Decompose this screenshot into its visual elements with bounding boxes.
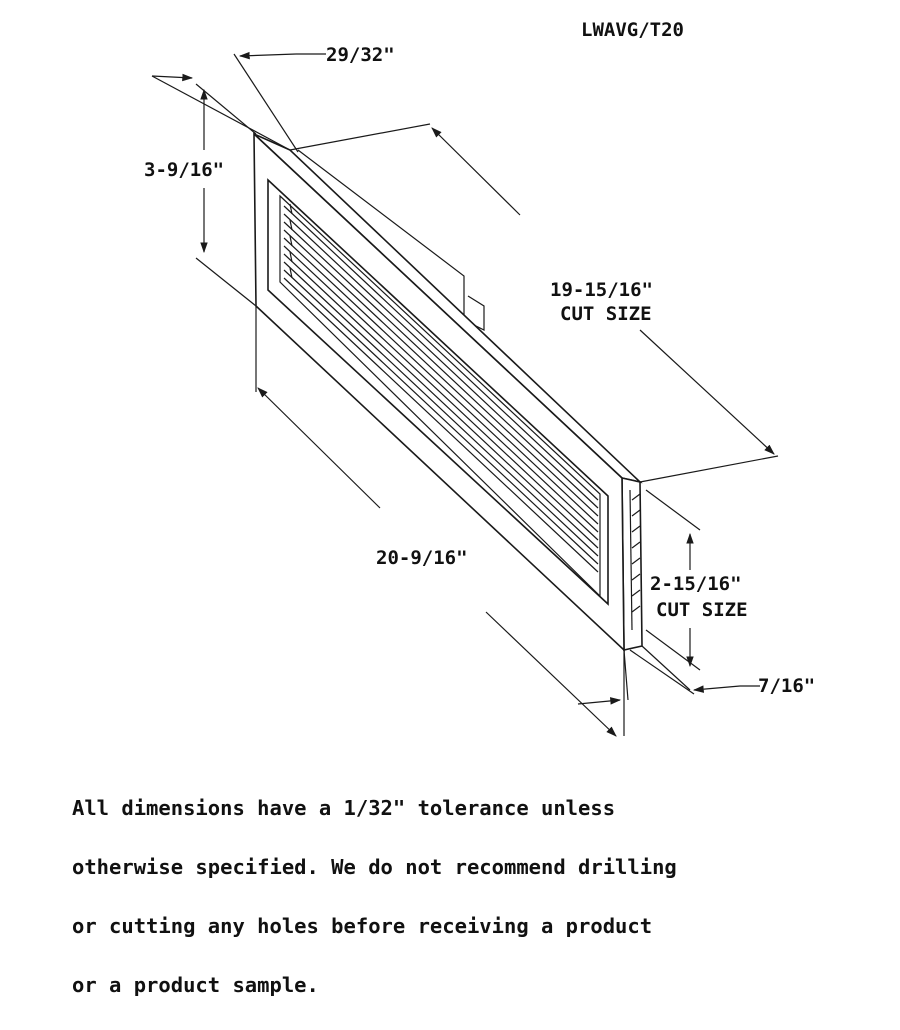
dim-face-length-label: 20-9/16": [376, 547, 468, 569]
dim-depth-label: 29/32": [326, 44, 395, 66]
dim-face-height: [144, 84, 256, 306]
dim-flange-label: 7/16": [758, 675, 816, 697]
dim-face-height-label: 3-9/16": [144, 159, 225, 181]
note-line: or cutting any holes before receiving a product: [72, 913, 653, 938]
dim-cut-height-caption: CUT SIZE: [656, 599, 748, 621]
face-opening: [268, 180, 608, 604]
dim-cut-length-label: 19-15/16": [550, 279, 653, 301]
dim-cut-height: [646, 490, 748, 670]
drawing-title: LWAVG/T20: [581, 19, 684, 41]
note-line: or a product sample.: [72, 972, 319, 997]
dim-cut-length-caption: CUT SIZE: [560, 303, 652, 325]
dim-depth: [152, 44, 395, 152]
note-line: All dimensions have a 1/32" tolerance unless: [72, 795, 616, 820]
tolerance-note: [72, 764, 872, 1030]
dim-flange: [578, 646, 815, 704]
grille-body: [254, 134, 642, 650]
dim-cut-height-label: 2-15/16": [650, 573, 742, 595]
note-line: otherwise specified. We do not recommend drilling: [72, 854, 677, 879]
